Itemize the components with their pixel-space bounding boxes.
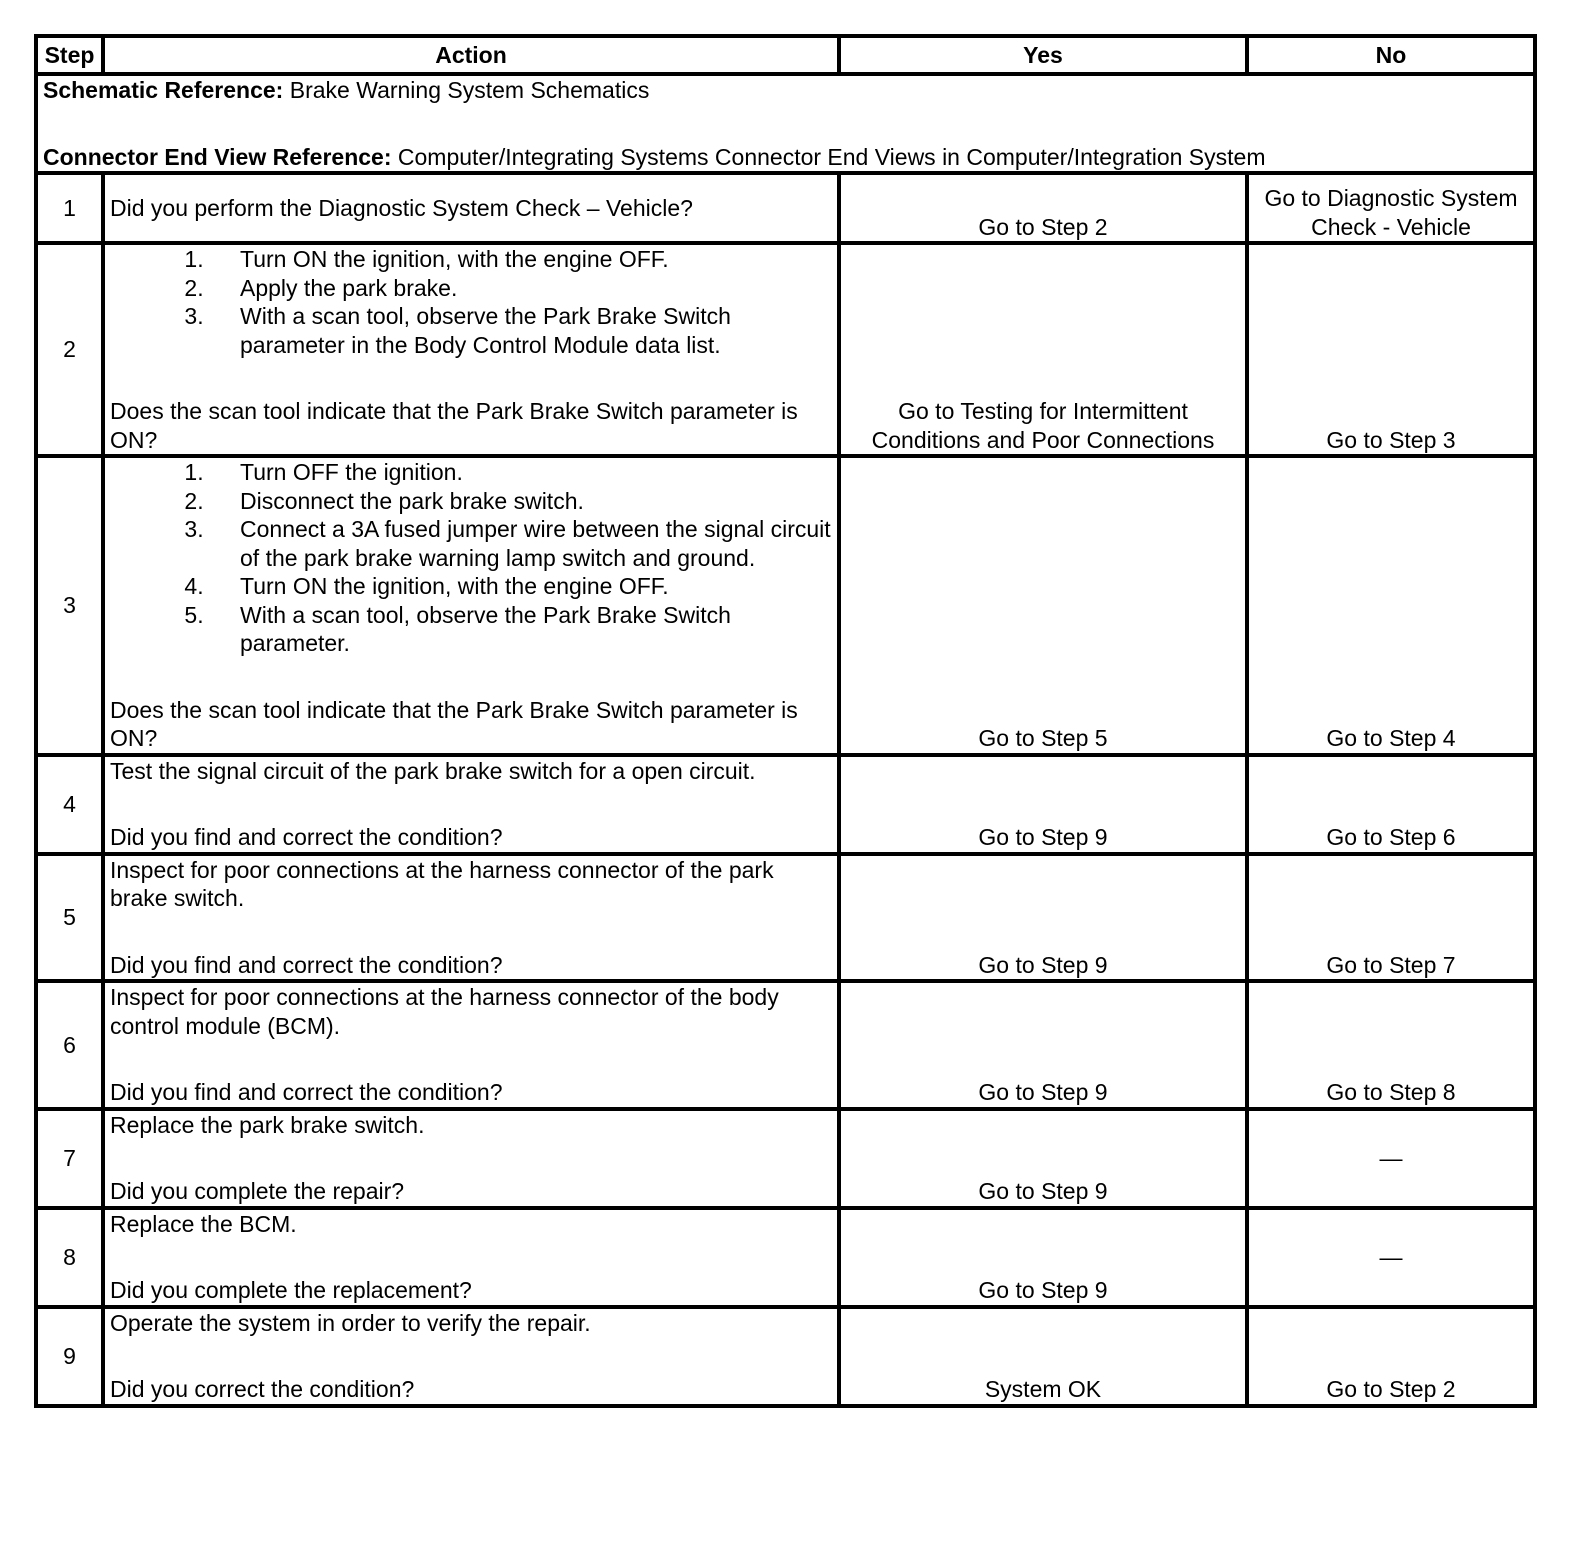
step-row-4 [36, 755, 1535, 854]
step-yes: Go to Step 9 [839, 1208, 1247, 1307]
step-number: 6 [36, 981, 103, 1109]
step-yes: Go to Step 5 [839, 456, 1247, 755]
step-instruction: Inspect for poor connections at the harness connector of the park brake switch. [110, 856, 774, 911]
step-question: Does the scan tool indicate that the Park Brake Switch parameter is ON? [110, 398, 798, 453]
step-number: 9 [36, 1307, 103, 1406]
step-question: Did you find and correct the condition? [110, 1079, 503, 1105]
step-question: Did you find and correct the condition? [110, 824, 503, 850]
step-no: Go to Step 7 [1247, 854, 1535, 982]
step-instruction: Test the signal circuit of the park brake switch for a open circuit. [110, 757, 756, 784]
step-question: Did you correct the condition? [110, 1376, 415, 1402]
step-no: Go to Diagnostic System Check - Vehicle [1247, 173, 1535, 243]
step-number: 5 [36, 854, 103, 982]
reference-row [36, 74, 1535, 173]
step-yes: Go to Step 9 [839, 981, 1247, 1109]
header-row [36, 36, 1535, 74]
step-no: — [1247, 1208, 1535, 1307]
schematic-reference-label: Schematic Reference: [43, 77, 284, 103]
step-row-8 [36, 1208, 1535, 1307]
step-action [103, 854, 839, 982]
step-row-9 [36, 1307, 1535, 1406]
substep: 2. Apply the park brake. [210, 274, 832, 303]
connector-reference-label: Connector End View Reference: [43, 143, 392, 170]
step-action [103, 755, 839, 854]
reference-cell [36, 74, 1535, 173]
step-yes: Go to Step 9 [839, 1109, 1247, 1208]
step-no: Go to Step 4 [1247, 456, 1535, 755]
step-question: Did you find and correct the condition? [110, 951, 503, 978]
step-no: — [1247, 1109, 1535, 1208]
step-action [103, 981, 839, 1109]
diagnostic-table [34, 34, 1537, 1408]
substep: 4. Turn ON the ignition, with the engine OFF. [210, 572, 832, 601]
step-row-2 [36, 243, 1535, 456]
step-no: Go to Step 6 [1247, 755, 1535, 854]
step-action [103, 456, 839, 755]
step-instruction: Replace the BCM. [110, 1210, 297, 1237]
step-no: Go to Step 8 [1247, 981, 1535, 1109]
substep: 1. Turn ON the ignition, with the engine OFF. [210, 245, 832, 274]
substep-list [110, 245, 832, 359]
step-no: Go to Step 3 [1247, 243, 1535, 456]
step-yes: Go to Step 9 [839, 755, 1247, 854]
step-question: Did you complete the repair? [110, 1178, 405, 1204]
step-action [103, 1109, 839, 1208]
header-action: Action [103, 36, 839, 74]
step-action [103, 1307, 839, 1406]
step-yes: Go to Testing for Intermittent Conditions and Poor Connections [839, 243, 1247, 456]
header-no: No [1247, 36, 1535, 74]
step-number: 4 [36, 755, 103, 854]
substep-list [110, 458, 832, 658]
step-row-6 [36, 981, 1535, 1109]
header-step: Step [36, 36, 103, 74]
substep: 2. Disconnect the park brake switch. [210, 487, 832, 516]
step-yes: Go to Step 2 [839, 173, 1247, 243]
step-row-1 [36, 173, 1535, 243]
connector-reference-value: Computer/Integrating Systems Connector End Views in Computer/Integration System [397, 143, 1266, 170]
step-instruction: Replace the park brake switch. [110, 1111, 425, 1138]
step-instruction: Operate the system in order to verify the repair. [110, 1309, 591, 1336]
step-action [103, 173, 839, 243]
step-number: 7 [36, 1109, 103, 1208]
step-question: Does the scan tool indicate that the Park Brake Switch parameter is ON? [110, 696, 798, 751]
step-number: 2 [36, 243, 103, 456]
step-question: Did you complete the replacement? [110, 1277, 472, 1303]
step-row-5 [36, 854, 1535, 982]
substep: 5. With a scan tool, observe the Park Brake Switch parameter. [210, 601, 832, 658]
connector-reference [43, 143, 1528, 172]
step-action [103, 1208, 839, 1307]
step-instruction: Inspect for poor connections at the harness connector of the body control module (BCM). [110, 984, 779, 1039]
step-number: 8 [36, 1208, 103, 1307]
step-row-3 [36, 456, 1535, 755]
header-yes: Yes [839, 36, 1247, 74]
step-row-7 [36, 1109, 1535, 1208]
schematic-reference [43, 76, 1528, 105]
substep: 3. With a scan tool, observe the Park Brake Switch parameter in the Body Control Module data list. [210, 302, 832, 359]
step-number: 1 [36, 173, 103, 243]
step-question: Did you perform the Diagnostic System Check – Vehicle? [110, 194, 693, 221]
substep: 1. Turn OFF the ignition. [210, 458, 832, 487]
step-yes: Go to Step 9 [839, 854, 1247, 982]
step-yes: System OK [839, 1307, 1247, 1406]
step-number: 3 [36, 456, 103, 755]
step-action [103, 243, 839, 456]
substep: 3. Connect a 3A fused jumper wire between the signal circuit of the park brake warning lamp switch and ground. [210, 515, 832, 572]
schematic-reference-value: Brake Warning System Schematics [289, 77, 650, 103]
step-no: Go to Step 2 [1247, 1307, 1535, 1406]
